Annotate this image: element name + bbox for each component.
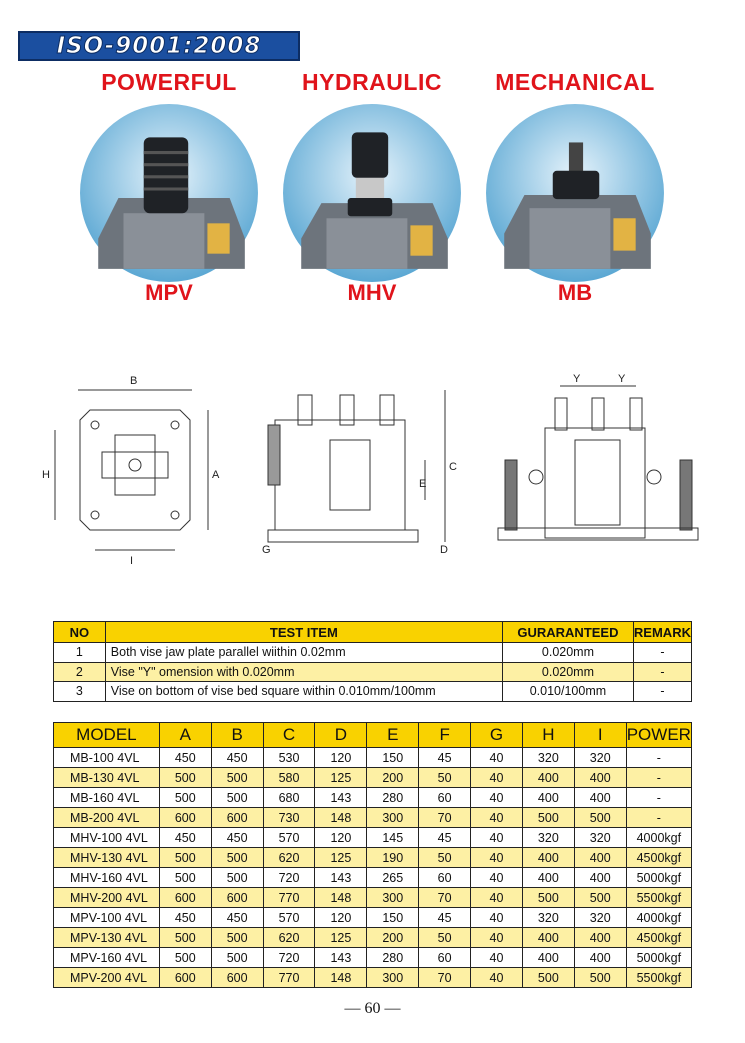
cell-i: 500: [574, 808, 626, 828]
table-row: [54, 928, 692, 948]
cell-d: 125: [315, 768, 367, 788]
header-c: C: [263, 723, 315, 748]
cell-test-item: Vise on bottom of vise bed square within 0.010mm/100mm: [105, 682, 502, 702]
table-header-row: [54, 622, 692, 643]
dim-label-b: B: [130, 375, 138, 387]
cell-c: 680: [263, 788, 315, 808]
cell-power: 5000kgf: [626, 868, 691, 888]
dim-label-e: E: [419, 478, 427, 490]
cell-i: 400: [574, 848, 626, 868]
cell-b: 450: [211, 828, 263, 848]
cell-e: 145: [367, 828, 419, 848]
cell-h: 400: [522, 928, 574, 948]
cell-g: 40: [471, 788, 523, 808]
cell-i: 500: [574, 888, 626, 908]
cell-a: 500: [159, 868, 211, 888]
header-a: A: [159, 723, 211, 748]
cell-model: MB-200 4VL: [54, 808, 160, 828]
cell-power: 4000kgf: [626, 828, 691, 848]
cell-b: 600: [211, 968, 263, 988]
test-items-table: [53, 621, 692, 702]
cell-c: 770: [263, 968, 315, 988]
header-g: G: [471, 723, 523, 748]
cell-power: 5500kgf: [626, 888, 691, 908]
cell-d: 125: [315, 928, 367, 948]
cell-no: 3: [54, 682, 106, 702]
cell-f: 45: [419, 828, 471, 848]
cell-e: 280: [367, 788, 419, 808]
cell-guaranteed: 0.020mm: [502, 662, 633, 682]
cell-h: 400: [522, 788, 574, 808]
cell-f: 50: [419, 848, 471, 868]
cell-h: 320: [522, 748, 574, 768]
cell-h: 400: [522, 848, 574, 868]
header-model: MODEL: [54, 723, 160, 748]
cell-e: 300: [367, 808, 419, 828]
cell-h: 400: [522, 768, 574, 788]
product-category: POWERFUL: [101, 69, 237, 95]
table-row: [54, 968, 692, 988]
cell-power: 4500kgf: [626, 848, 691, 868]
cell-i: 400: [574, 928, 626, 948]
cell-b: 500: [211, 768, 263, 788]
product-code: MB: [557, 280, 593, 305]
cell-d: 143: [315, 948, 367, 968]
cell-b: 500: [211, 868, 263, 888]
product-mhv: [279, 68, 465, 306]
cell-guaranteed: 0.010/100mm: [502, 682, 633, 702]
cell-a: 450: [159, 908, 211, 928]
cell-model: MB-160 4VL: [54, 788, 160, 808]
cell-i: 500: [574, 968, 626, 988]
cell-i: 320: [574, 828, 626, 848]
cell-h: 500: [522, 808, 574, 828]
product-mpv: [76, 68, 262, 306]
cell-e: 190: [367, 848, 419, 868]
cell-e: 150: [367, 908, 419, 928]
cell-d: 120: [315, 908, 367, 928]
product-code: MHV: [347, 280, 397, 305]
page-number: — 60 —: [344, 1000, 401, 1017]
cell-guaranteed: 0.020mm: [502, 643, 633, 663]
cell-e: 200: [367, 768, 419, 788]
cell-f: 60: [419, 788, 471, 808]
cell-b: 500: [211, 948, 263, 968]
cell-f: 50: [419, 768, 471, 788]
cell-f: 45: [419, 748, 471, 768]
product-mb: [482, 68, 668, 306]
cell-model: MB-100 4VL: [54, 748, 160, 768]
cell-a: 600: [159, 808, 211, 828]
cell-c: 730: [263, 808, 315, 828]
cell-model: MHV-200 4VL: [54, 888, 160, 908]
cell-c: 570: [263, 828, 315, 848]
cell-e: 280: [367, 948, 419, 968]
product-category: MECHANICAL: [495, 69, 655, 95]
cell-i: 400: [574, 788, 626, 808]
table-row: [54, 848, 692, 868]
table-row: [54, 908, 692, 928]
dim-label-d: D: [440, 544, 448, 556]
vise-photo: [78, 102, 260, 284]
cell-e: 300: [367, 968, 419, 988]
cell-b: 450: [211, 908, 263, 928]
cell-c: 570: [263, 908, 315, 928]
cell-model: MPV-100 4VL: [54, 908, 160, 928]
cell-g: 40: [471, 808, 523, 828]
header-f: F: [419, 723, 471, 748]
table-row: [54, 768, 692, 788]
iso-certification-badge: [18, 31, 300, 61]
cell-f: 60: [419, 868, 471, 888]
cell-a: 500: [159, 928, 211, 948]
cell-d: 143: [315, 788, 367, 808]
cell-i: 320: [574, 908, 626, 928]
cell-h: 500: [522, 888, 574, 908]
cell-f: 45: [419, 908, 471, 928]
cell-c: 720: [263, 948, 315, 968]
cell-d: 148: [315, 808, 367, 828]
cell-f: 50: [419, 928, 471, 948]
cell-h: 320: [522, 828, 574, 848]
cell-a: 500: [159, 788, 211, 808]
cell-no: 2: [54, 662, 106, 682]
cell-model: MPV-130 4VL: [54, 928, 160, 948]
header-no: NO: [54, 622, 106, 643]
cell-i: 400: [574, 948, 626, 968]
cell-model: MPV-200 4VL: [54, 968, 160, 988]
table-row: [54, 948, 692, 968]
cell-power: 4000kgf: [626, 908, 691, 928]
cell-b: 450: [211, 748, 263, 768]
cell-d: 148: [315, 888, 367, 908]
table-header-row: [54, 723, 692, 748]
cell-g: 40: [471, 948, 523, 968]
iso-badge-text: ISO-9001:2008: [56, 33, 262, 59]
cell-c: 720: [263, 868, 315, 888]
cell-h: 400: [522, 868, 574, 888]
table-row: [54, 682, 692, 702]
cell-power: -: [626, 808, 691, 828]
cell-a: 450: [159, 828, 211, 848]
header-test-item: TEST ITEM: [105, 622, 502, 643]
cell-h: 320: [522, 908, 574, 928]
cell-model: MHV-160 4VL: [54, 868, 160, 888]
cell-c: 770: [263, 888, 315, 908]
top-view-drawing: [55, 390, 208, 550]
cell-model: MHV-130 4VL: [54, 848, 160, 868]
dim-label-g: G: [262, 544, 271, 556]
cell-a: 600: [159, 888, 211, 908]
table-row: [54, 868, 692, 888]
cell-e: 300: [367, 888, 419, 908]
header-guaranteed: GURARANTEED: [502, 622, 633, 643]
cell-c: 620: [263, 928, 315, 948]
cell-power: -: [626, 768, 691, 788]
cell-f: 70: [419, 968, 471, 988]
header-i: I: [574, 723, 626, 748]
cell-model: MPV-160 4VL: [54, 948, 160, 968]
table-row: [54, 888, 692, 908]
vise-photo: [484, 102, 666, 284]
cell-f: 70: [419, 808, 471, 828]
vise-photo: [281, 102, 463, 284]
cell-power: 4500kgf: [626, 928, 691, 948]
dim-label-c: C: [449, 461, 457, 473]
header-h: H: [522, 723, 574, 748]
cell-h: 400: [522, 948, 574, 968]
cell-power: 5000kgf: [626, 948, 691, 968]
cell-b: 500: [211, 928, 263, 948]
dim-label-y: Y: [618, 373, 626, 385]
cell-power: -: [626, 748, 691, 768]
cell-f: 70: [419, 888, 471, 908]
dim-label-y: Y: [573, 373, 581, 385]
cell-test-item: Both vise jaw plate parallel wiithin 0.02mm: [105, 643, 502, 663]
cell-a: 500: [159, 948, 211, 968]
cell-a: 450: [159, 748, 211, 768]
cell-g: 40: [471, 768, 523, 788]
cell-i: 400: [574, 768, 626, 788]
model-spec-table: [53, 722, 692, 988]
cell-i: 320: [574, 748, 626, 768]
front-view-drawing: [498, 386, 698, 540]
header-b: B: [211, 723, 263, 748]
dim-label-a: A: [212, 469, 220, 481]
cell-remark: -: [633, 643, 691, 663]
cell-d: 120: [315, 828, 367, 848]
cell-d: 148: [315, 968, 367, 988]
cell-g: 40: [471, 928, 523, 948]
cell-g: 40: [471, 908, 523, 928]
cell-model: MHV-100 4VL: [54, 828, 160, 848]
cell-d: 125: [315, 848, 367, 868]
cell-g: 40: [471, 868, 523, 888]
cell-g: 40: [471, 748, 523, 768]
header-remark: REMARK: [633, 622, 691, 643]
table-row: [54, 643, 692, 663]
cell-model: MB-130 4VL: [54, 768, 160, 788]
cell-b: 500: [211, 848, 263, 868]
cell-g: 40: [471, 968, 523, 988]
cell-g: 40: [471, 828, 523, 848]
cell-a: 500: [159, 848, 211, 868]
cell-power: 5500kgf: [626, 968, 691, 988]
cell-a: 500: [159, 768, 211, 788]
dim-label-h: H: [42, 469, 50, 481]
cell-h: 500: [522, 968, 574, 988]
product-category: HYDRAULIC: [302, 69, 442, 95]
cell-d: 120: [315, 748, 367, 768]
table-row: [54, 748, 692, 768]
cell-no: 1: [54, 643, 106, 663]
header-power: POWER: [626, 723, 691, 748]
side-view-drawing: [268, 390, 445, 542]
cell-c: 580: [263, 768, 315, 788]
cell-g: 40: [471, 848, 523, 868]
cell-d: 143: [315, 868, 367, 888]
cell-e: 150: [367, 748, 419, 768]
cell-e: 265: [367, 868, 419, 888]
cell-f: 60: [419, 948, 471, 968]
header-e: E: [367, 723, 419, 748]
table-row: [54, 788, 692, 808]
cell-remark: -: [633, 682, 691, 702]
table-row: [54, 808, 692, 828]
table-row: [54, 828, 692, 848]
cell-remark: -: [633, 662, 691, 682]
cell-c: 530: [263, 748, 315, 768]
table-row: [54, 662, 692, 682]
cell-a: 600: [159, 968, 211, 988]
cell-g: 40: [471, 888, 523, 908]
dim-label-i: I: [130, 555, 134, 567]
cell-test-item: Vise "Y" omension with 0.020mm: [105, 662, 502, 682]
cell-c: 620: [263, 848, 315, 868]
cell-i: 400: [574, 868, 626, 888]
header-d: D: [315, 723, 367, 748]
cell-b: 500: [211, 788, 263, 808]
cell-e: 200: [367, 928, 419, 948]
technical-drawings: [40, 370, 710, 570]
cell-power: -: [626, 788, 691, 808]
cell-b: 600: [211, 888, 263, 908]
cell-b: 600: [211, 808, 263, 828]
product-code: MPV: [145, 280, 193, 305]
